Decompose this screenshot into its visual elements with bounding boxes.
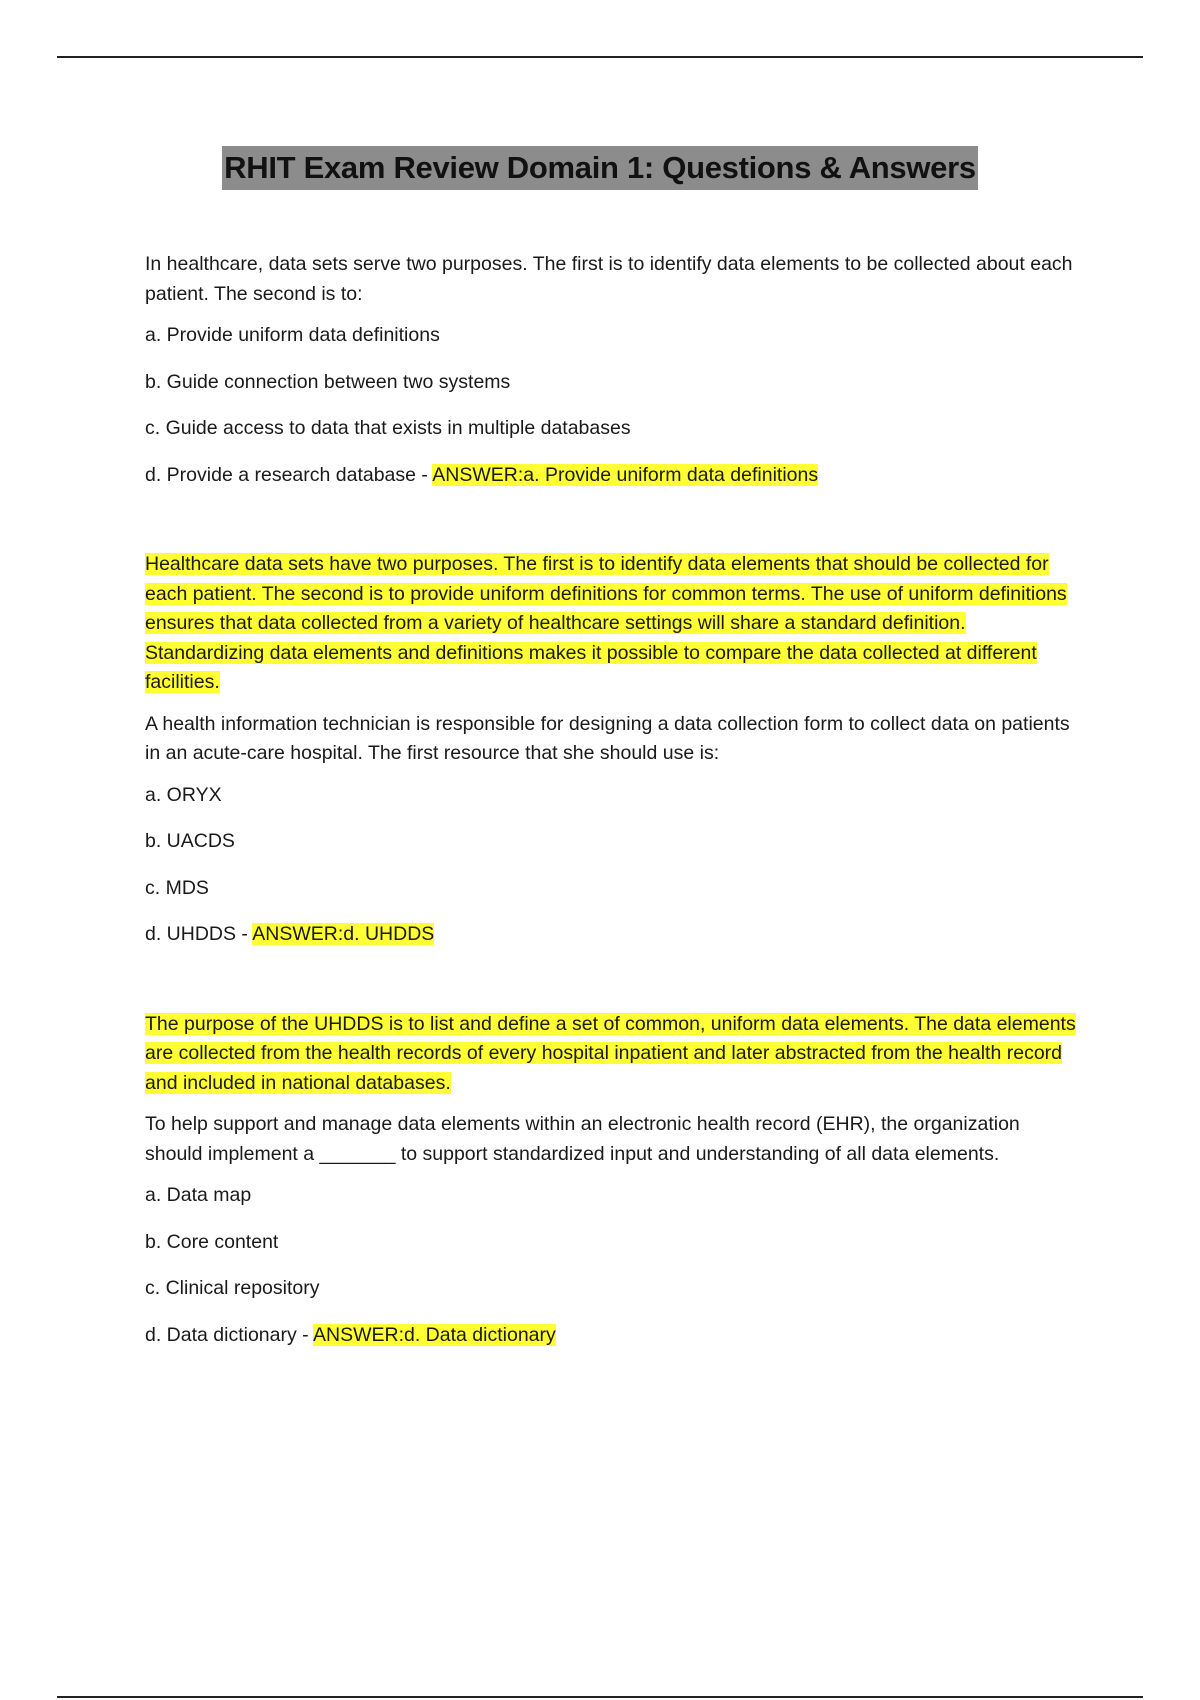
header-rule xyxy=(57,56,1143,58)
option-c: c. Guide access to data that exists in multiple databases xyxy=(145,417,631,439)
option-b: b. UACDS xyxy=(145,830,235,852)
option-a: a. ORYX xyxy=(145,783,222,806)
option-d xyxy=(145,1321,1080,1351)
explanation-text: Healthcare data sets have two purposes. The first is to identify data elements that should be collected for each patient. The second is to provide uniform definitions for common terms. The use of uniform definitions ensures that data collected from a variety of healthcare settings will share a standard definition. Standardizing data elements and definitions makes it possible to compare the data collected at different facilities. xyxy=(145,553,1067,693)
question-stem: To help support and manage data elements within an electronic health record (EHR), the organization should implement a _______ to support standardized input and understanding of all data elements. xyxy=(145,1113,1020,1165)
option-a: a. Provide uniform data definitions xyxy=(145,324,440,346)
option-d-text: d. Data dictionary - xyxy=(145,1323,313,1346)
document-body xyxy=(145,250,1080,1350)
option-d-text: d. Provide a research database - xyxy=(145,463,433,486)
option-c: c. Clinical repository xyxy=(145,1277,320,1299)
answer-highlight: ANSWER:d. Data dictionary xyxy=(313,1323,556,1346)
option-d xyxy=(145,920,1080,950)
answer-highlight: ANSWER:a. Provide uniform data definitions xyxy=(432,463,819,486)
question-stem: In healthcare, data sets serve two purposes. The first is to identify data elements to be collected about each patient. The second is to: xyxy=(145,253,1073,305)
footer-rule xyxy=(57,1696,1143,1698)
title-container xyxy=(0,146,1200,190)
option-d xyxy=(145,461,1080,491)
answer-highlight: ANSWER:d. UHDDS xyxy=(252,923,435,945)
option-c: c. MDS xyxy=(145,876,209,899)
document-title: RHIT Exam Review Domain 1: Questions & Answers xyxy=(222,146,978,190)
option-b: b. Core content xyxy=(145,1230,279,1253)
explanation-text: The purpose of the UHDDS is to list and define a set of common, uniform data elements. The data elements are collected from the health records of every hospital inpatient and later abstracted from the health record and included in national databases. xyxy=(145,1012,1076,1094)
option-d-text: d. UHDDS - xyxy=(145,923,253,945)
option-b: b. Guide connection between two systems xyxy=(145,370,511,393)
answer-explanation xyxy=(145,1010,1080,1099)
option-a: a. Data map xyxy=(145,1184,252,1206)
answer-explanation xyxy=(145,550,1080,698)
question-stem: A health information technician is responsible for designing a data collection form to collect data on patients in an acute-care hospital. The first resource that she should use is: xyxy=(145,712,1070,764)
